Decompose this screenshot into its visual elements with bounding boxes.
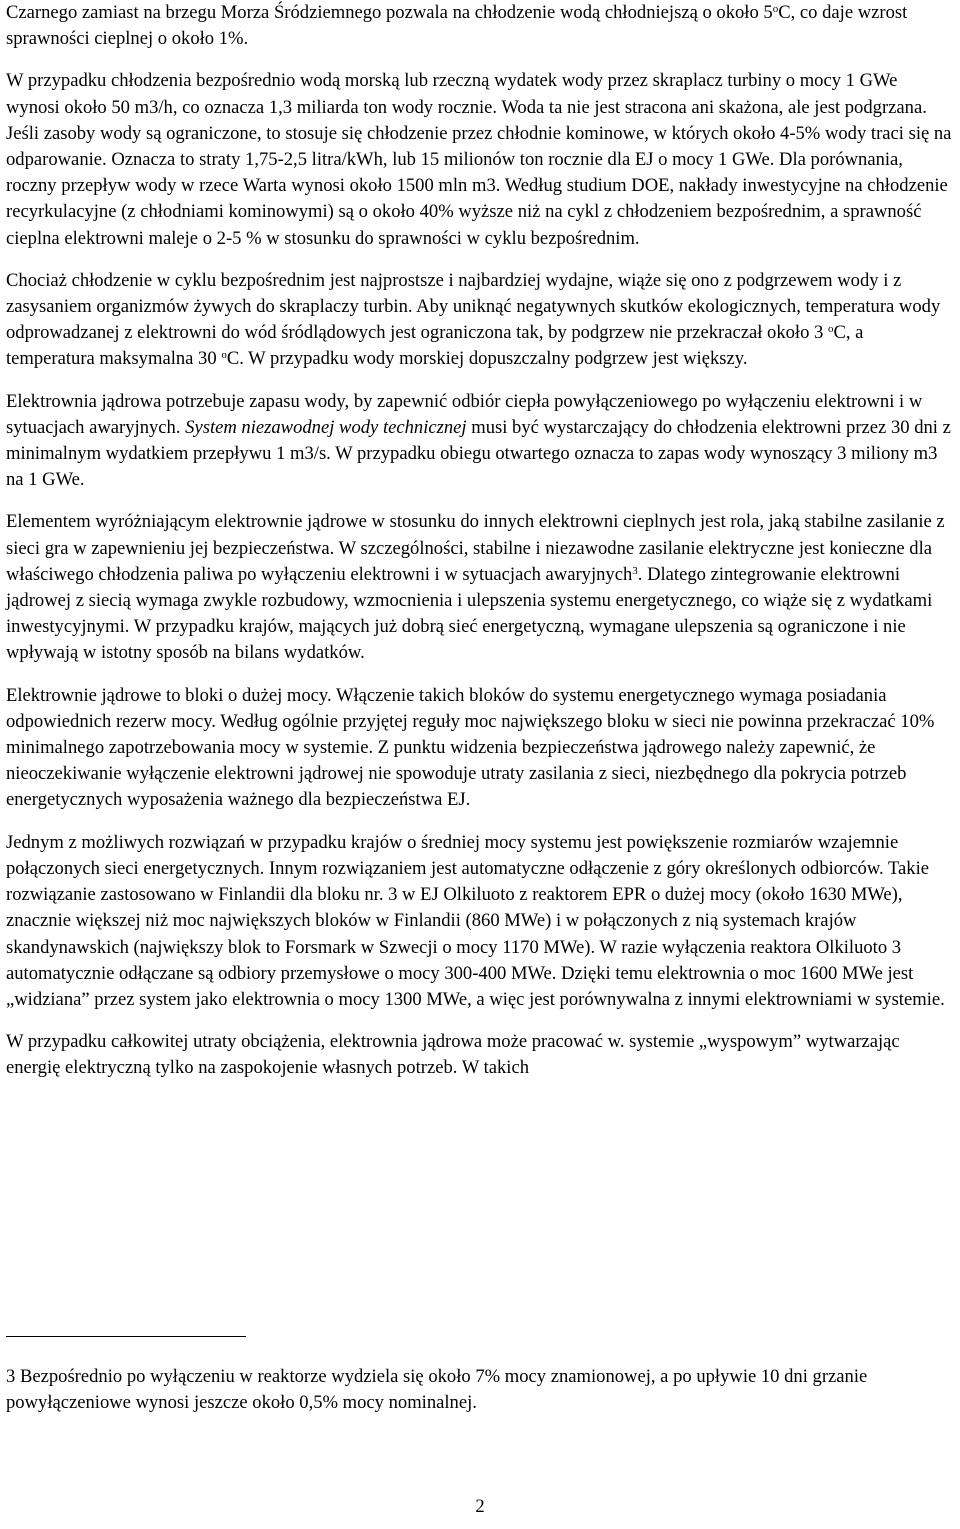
text-segment: Chociaż chłodzenie w cyklu bezpośrednim jest najprostsze i najbardziej wydajne, wiąże się ono z podgrzewem wody i z zasysaniem organizmów żywych do skraplaczy turbin. Aby uniknąć negatywnych skutków ekologicznych, temperatura wody odprowadzanej z elektrowni do wód śródlądowych jest ograniczona tak, by podgrzew nie przekraczał około 3 bbox=[6, 269, 941, 344]
text-segment: C, a temperatura maksymalna 30 bbox=[6, 322, 864, 370]
text-segment: Jednym z możliwych rozwiązań w przypadku krajów o średniej mocy systemu jest powiększenie rozmiarów wzajemnie połączonych sieci energetycznych. Innym rozwiązaniem jest automatyczne odłączenie z góry określonych odbiorców. Takie rozwiązanie zastosowano w Finlandii dla bloku nr. 3 w EJ Olkiluoto z reaktorem EPR o dużej mocy (około 1630 MWe), znacznie większej niż moc największych bloków w Finlandii (860 MWe) i w połączonych z nią systemach krajów skandynawskich (największy blok to Forsmark w Szwecji o mocy 1170 MWe). W razie wyłączenia reaktora Olkiluoto 3 automatycznie odłączane są odbiory przemysłowe o mocy 300-400 MWe. Dzięki temu elektrownia o moc 1600 MWe jest „widziana” przez system jako elektrownia o mocy 1300 MWe, a więc jest porównywalna z innymi elektrowniami w systemie. bbox=[6, 831, 945, 1010]
text-segment: Elektrownia jądrowa potrzebuje zapasu wody, by zapewnić odbiór ciepła powyłączeniowego po wyłączeniu elektrowni i w sytuacjach awaryjnych. bbox=[6, 390, 923, 438]
text-segment: Elementem wyróżniającym elektrownie jądrowe w stosunku do innych elektrowni cieplnych jest rola, jaką stabilne zasilanie z sieci gra w zapewnieniu jej bezpieczeństwa. W szczególności, stabilne i niezawodne zasilanie elektryczne jest konieczne dla właściwego chłodzenia paliwa po wyłączeniu elektrowni i w sytuacjach awaryjnych bbox=[6, 511, 945, 585]
paragraph bbox=[6, 1029, 952, 1081]
paragraph bbox=[6, 683, 952, 814]
superscript: o bbox=[221, 349, 227, 362]
footnote-separator bbox=[6, 1336, 246, 1337]
text-segment: C, co daje wzrost sprawności cieplnej o około 1%. bbox=[6, 2, 908, 50]
page-body bbox=[6, 0, 952, 1098]
text-segment: W przypadku chłodzenia bezpośrednio wodą morską lub rzeczną wydatek wody przez skraplacz turbiny o mocy 1 GWe wynosi około 50 m3/h, co oznacza 1,3 miliarda ton wody rocznie. Woda ta nie jest stracona ani skażona, ale jest podgrzana. Jeśli zasoby wody są ograniczone, to stosuje się chłodzenie przez chłodnie kominowe, w których około 4-5% wody traci się na odparowanie. Oznacza to straty 1,75-2,5 litra/kWh, lub 15 milionów ton rocznie dla EJ o mocy 1 GWe. Dla porównania, roczny przepływ wody w rzece Warta wynosi około 1500 mln m3. Według studium DOE, nakłady inwestycyjne na chłodzenie recyrkulacyjne (z chłodniami kominowymi) są o około 40% wyższe niż na cykl z chłodzeniem bezpośrednim, a sprawność cieplna elektrowni maleje o 2-5 % w stosunku do sprawności w cyklu bezpośrednim. bbox=[6, 70, 952, 249]
superscript: 3 bbox=[632, 564, 638, 577]
text-segment: . Dlatego zintegrowanie elektrowni jądrowej z siecią wymaga zwykle rozbudowy, wzmocnienia i ulepszenia systemu energetycznego, co wiąże się z wydatkami inwestycyjnymi. W przypadku krajów, mających już dobrą sieć energetyczną, wymagane ulepszenia są ograniczone i nie wpływają w istotny sposób na bilans wydatków. bbox=[6, 563, 933, 664]
paragraph bbox=[6, 509, 952, 666]
paragraph bbox=[6, 68, 952, 251]
italic-text: System niezawodnej wody technicznej bbox=[185, 416, 467, 438]
paragraph bbox=[6, 268, 952, 373]
text-segment: C. W przypadku wody morskiej dopuszczalny podgrzew jest większy. bbox=[226, 348, 748, 370]
superscript: o bbox=[772, 3, 779, 15]
paragraph bbox=[6, 0, 952, 52]
text-segment: Czarnego zamiast na brzegu Morza Śródziemnego pozwala na chłodzenie wodą chłodniejszą o około 5 bbox=[6, 2, 773, 23]
superscript: o bbox=[827, 323, 834, 336]
text-segment: Elektrownie jądrowe to bloki o dużej mocy. Włączenie takich bloków do systemu energetycznego wymaga posiadania odpowiednich rezerw mocy. Według ogólnie przyjętej reguły moc największego bloku w sieci nie powinna przekraczać 10% minimalnego zapotrzebowania mocy w systemie. Z punktu widzenia bezpieczeństwa jądrowego należy zapewnić, że nieoczekiwanie wyłączenie elektrowni jądrowej nie spowoduje utraty zasilania z sieci, niezbędnego dla pokrycia potrzeb energetycznych wyposażenia ważnego dla bezpieczeństwa EJ. bbox=[6, 684, 935, 811]
paragraph bbox=[6, 389, 952, 494]
text-segment: W przypadku całkowitej utraty obciążenia, elektrownia jądrowa może pracować w. systemie „wyspowym” wytwarzając energię elektryczną tylko na zaspokojenie własnych potrzeb. W takich bbox=[6, 1031, 900, 1079]
footnote: 3 Bezpośrednio po wyłączeniu w reaktorze wydziela się około 7% mocy znamionowej, a po upływie 10 dni grzanie powyłączeniowe wynosi jeszcze około 0,5% mocy nominalnej. bbox=[6, 1366, 868, 1414]
page-number: 2 bbox=[475, 1496, 485, 1517]
text-segment: musi być wystarczający do chłodzenia elektrowni przez 30 dni z minimalnym wydatkiem przepływu 1 m3/s. W przypadku obiegu otwartego oznacza to zapas wody wynoszący 3 miliony m3 na 1 GWe. bbox=[6, 416, 951, 491]
paragraph bbox=[6, 830, 952, 1013]
